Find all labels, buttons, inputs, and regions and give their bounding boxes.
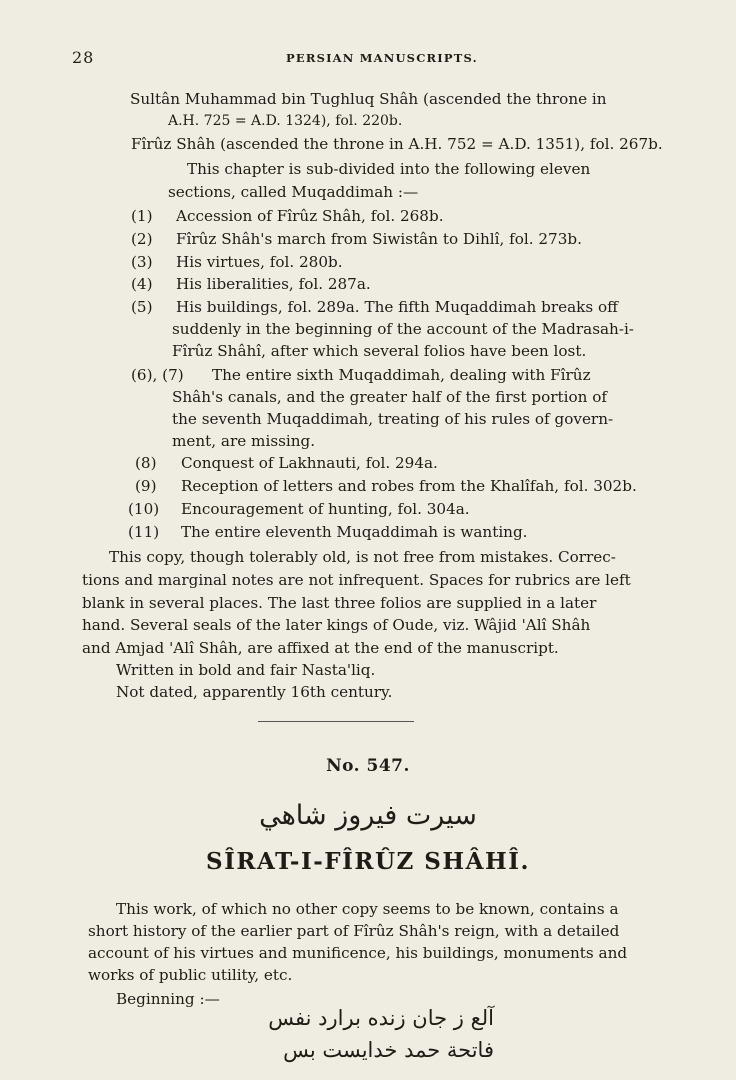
description-line: works of public utility, etc. <box>88 966 293 984</box>
section-text: suddenly in the beginning of the account of the Madrasah-i- <box>172 320 634 338</box>
section-number: (3) <box>131 253 153 271</box>
section-text: His liberalities, fol. 287a. <box>176 275 371 293</box>
paragraph-line: blank in several places. The last three folios are supplied in a later <box>82 594 597 612</box>
section-number: (11) <box>128 523 160 541</box>
section-number: (5) <box>131 298 153 316</box>
beginning-label: Beginning :— <box>116 990 220 1008</box>
section-text: ment, are missing. <box>172 432 316 450</box>
section-text: the seventh Muqaddimah, treating of his rules of govern- <box>172 410 614 428</box>
section-text: Shâh's canals, and the greater half of the first portion of <box>172 388 607 406</box>
section-number: (8) <box>135 454 157 472</box>
section-text: Fîrûz Shâh's march from Siwistân to Dihlî, fol. 273b. <box>176 230 582 248</box>
section-text: Fîrûz Shâhî, after which several folios have been lost. <box>172 342 587 360</box>
section-text: Encouragement of hunting, fol. 304a. <box>181 500 470 518</box>
section-text: Reception of letters and robes from the Khalîfah, fol. 302b. <box>181 477 637 495</box>
beginning-verse: فاتحة حمد خدايست بس <box>283 1038 494 1062</box>
section-number: (6), (7) <box>131 366 184 384</box>
section-number: (10) <box>128 500 160 518</box>
section-text: Conquest of Lakhnauti, fol. 294a. <box>181 454 438 472</box>
section-text: His buildings, fol. 289a. The fifth Muqaddimah breaks off <box>176 298 618 316</box>
description-line: short history of the earlier part of Fîrûz Shâh's reign, with a detailed <box>88 922 620 940</box>
section-text: The entire sixth Muqaddimah, dealing with Fîrûz <box>212 366 591 384</box>
description-line: This work, of which no other copy seems to be known, contains a <box>116 900 619 918</box>
section-number: (4) <box>131 275 153 293</box>
paragraph-line: tions and marginal notes are not infrequent. Spaces for rubrics are left <box>82 571 631 589</box>
section-number: (9) <box>135 477 157 495</box>
text-line: sections, called Muqaddimah :— <box>168 183 419 201</box>
paragraph-line: Not dated, apparently 16th century. <box>116 683 393 701</box>
paragraph-line: This copy, though tolerably old, is not free from mistakes. Correc- <box>109 548 616 566</box>
arabic-title: سیرت فیروز شاهي <box>259 800 477 831</box>
running-title: PERSIAN MANUSCRIPTS. <box>286 51 478 65</box>
text-line: A.H. 725 = A.D. 1324), fol. 220b. <box>168 113 403 129</box>
paragraph-line: hand. Several seals of the later kings of Oude, viz. Wâjid 'Alî Shâh <box>82 616 591 634</box>
section-divider <box>258 721 414 722</box>
section-text: His virtues, fol. 280b. <box>176 253 343 271</box>
section-text: The entire eleventh Muqaddimah is wanting. <box>181 523 528 541</box>
paragraph-line: and Amjad 'Alî Shâh, are affixed at the end of the manuscript. <box>82 639 559 657</box>
description-line: account of his virtues and munificence, his buildings, monuments and <box>88 944 628 962</box>
section-number: (1) <box>131 207 153 225</box>
text-line: Sultân Muhammad bin Tughluq Shâh (ascended the throne in <box>130 90 607 108</box>
text-line: Fîrûz Shâh (ascended the throne in A.H. 752 = A.D. 1351), fol. 267b. <box>131 135 663 153</box>
section-text: Accession of Fîrûz Shâh, fol. 268b. <box>176 207 444 225</box>
paragraph-line: Written in bold and fair Nasta'liq. <box>116 661 376 679</box>
beginning-verse: آلع ز جان زنده برارد نفس <box>268 1006 494 1030</box>
page-number: 28 <box>72 48 95 67</box>
entry-number: No. 547. <box>326 756 410 776</box>
text-line: This chapter is sub-divided into the following eleven <box>187 160 591 178</box>
work-title: SÎRAT-I-FÎRÛZ SHÂHÎ. <box>206 848 530 875</box>
section-number: (2) <box>131 230 153 248</box>
